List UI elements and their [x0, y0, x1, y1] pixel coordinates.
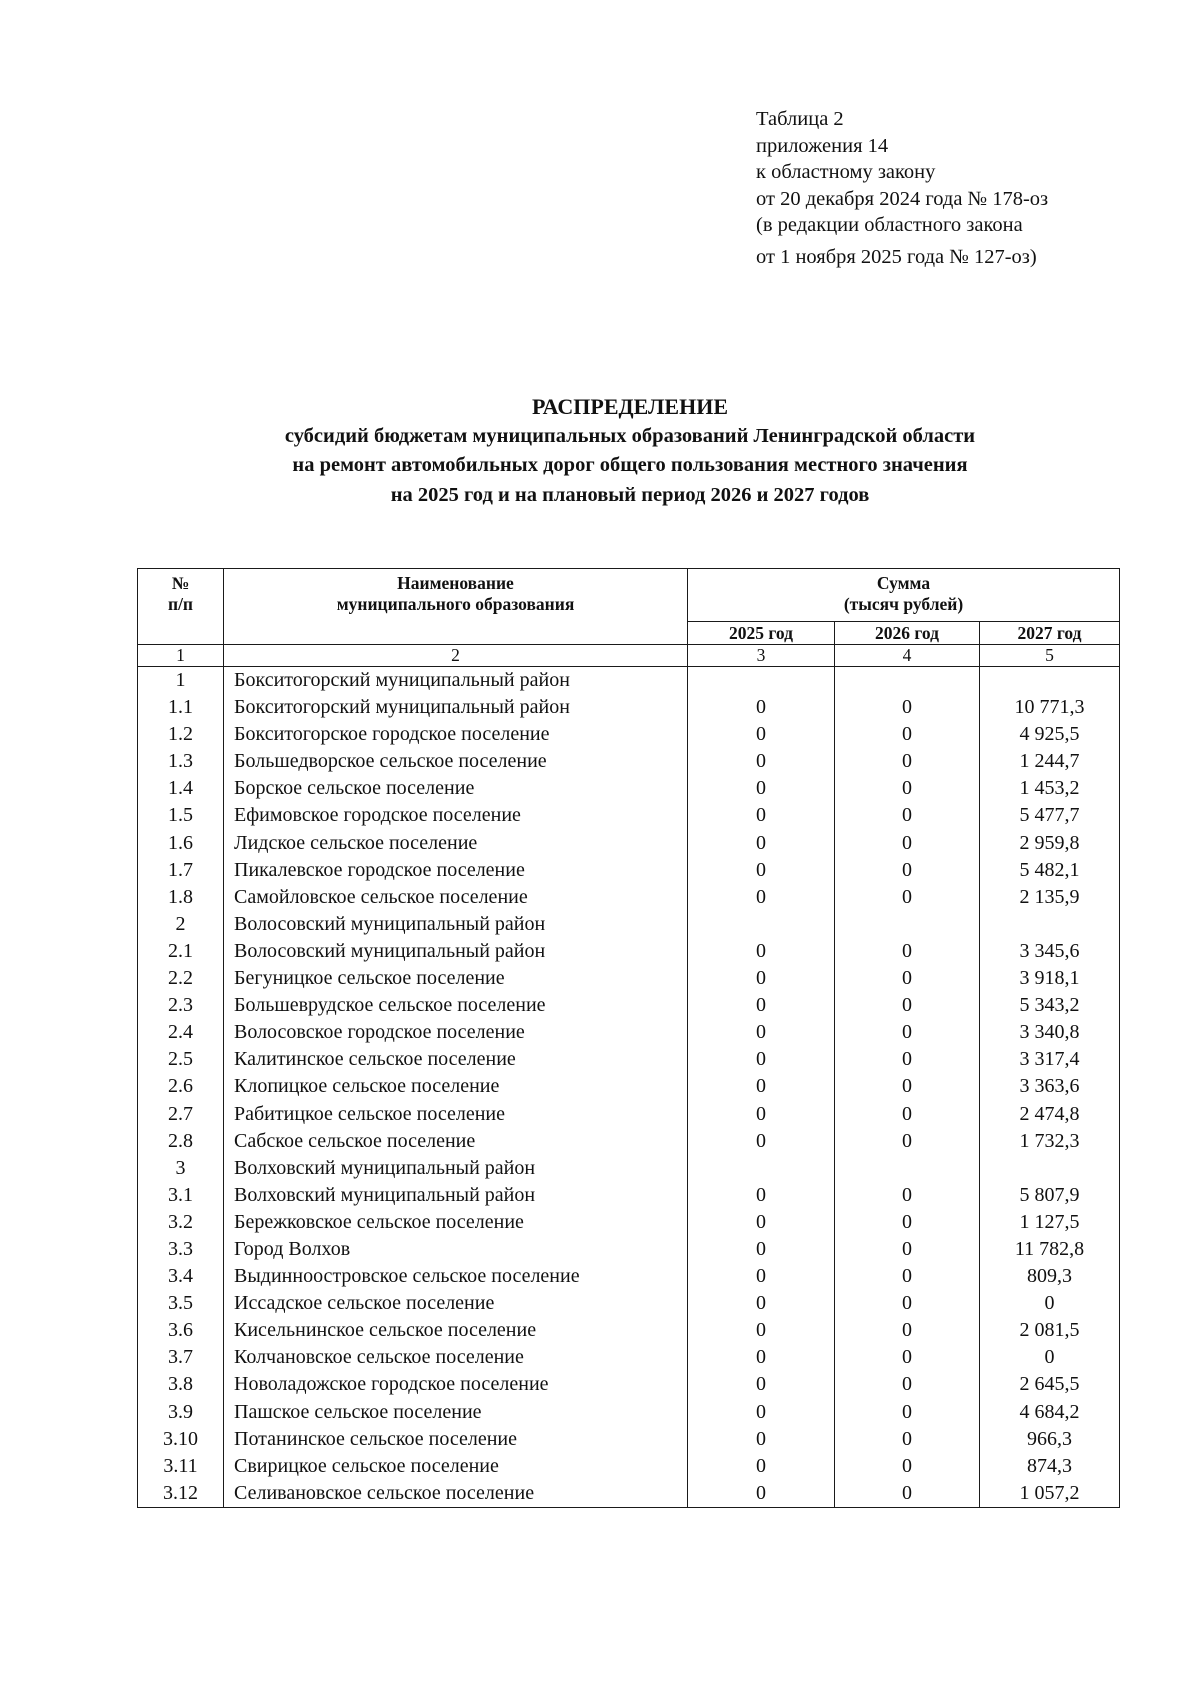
row-number: 1.1: [138, 694, 224, 721]
value-2027: 2 474,8: [980, 1101, 1120, 1128]
table-row: [138, 1317, 1120, 1344]
municipality-name: Волосовский муниципальный район: [224, 938, 688, 965]
header-year-2026: 2026 год: [835, 622, 980, 645]
value-2026: 0: [835, 1290, 980, 1317]
value-2025: 0: [688, 1046, 835, 1073]
reference-appendix: приложения 14: [756, 134, 889, 157]
distribution-table: [137, 568, 1120, 1508]
row-number: 1.2: [138, 721, 224, 748]
value-2026: 0: [835, 1019, 980, 1046]
municipality-name: Лидское сельское поселение: [224, 830, 688, 857]
table-row: [138, 1480, 1120, 1508]
value-2025: 0: [688, 884, 835, 911]
table-row: [138, 1101, 1120, 1128]
table-row: [138, 1426, 1120, 1453]
row-number: 2.3: [138, 992, 224, 1019]
header-sum: [688, 569, 1120, 622]
value-2027: 2 645,5: [980, 1371, 1120, 1398]
reference-edition: (в редакции областного закона: [756, 214, 1023, 236]
value-2026: 0: [835, 1128, 980, 1155]
municipality-name: Волосовский муниципальный район: [224, 911, 688, 938]
value-2025: [688, 911, 835, 938]
header-sum-line2: (тысяч рублей): [843, 594, 964, 614]
table-row: [138, 1155, 1120, 1182]
row-number: 3.9: [138, 1399, 224, 1426]
row-number: 3.11: [138, 1453, 224, 1480]
municipality-name: Волховский муниципальный район: [224, 1182, 688, 1209]
municipality-name: Клопицкое сельское поселение: [224, 1073, 688, 1100]
value-2026: 0: [835, 1046, 980, 1073]
value-2026: 0: [835, 1182, 980, 1209]
header-municipality-line2: муниципального образования: [336, 594, 575, 614]
value-2027: 5 343,2: [980, 992, 1120, 1019]
row-number: 3.1: [138, 1182, 224, 1209]
table-row: [138, 857, 1120, 884]
table-row: [138, 1073, 1120, 1100]
table-row: [138, 1182, 1120, 1209]
value-2027: 874,3: [980, 1453, 1120, 1480]
value-2027: 2 081,5: [980, 1317, 1120, 1344]
municipality-name: Самойловское сельское поселение: [224, 884, 688, 911]
row-number: 3.5: [138, 1290, 224, 1317]
value-2026: 0: [835, 694, 980, 721]
row-number: 3.6: [138, 1317, 224, 1344]
value-2027: 1 057,2: [980, 1480, 1120, 1508]
municipality-name: Бережковское сельское поселение: [224, 1209, 688, 1236]
municipality-name: Свирицкое сельское поселение: [224, 1453, 688, 1480]
value-2025: 0: [688, 1317, 835, 1344]
table-row: [138, 830, 1120, 857]
value-2027: 3 918,1: [980, 965, 1120, 992]
value-2025: 0: [688, 1290, 835, 1317]
table-row: [138, 1128, 1120, 1155]
value-2026: 0: [835, 830, 980, 857]
row-number: 1.7: [138, 857, 224, 884]
row-number: 3.10: [138, 1426, 224, 1453]
municipality-name: Сабское сельское поселение: [224, 1128, 688, 1155]
value-2027: 1 732,3: [980, 1128, 1120, 1155]
value-2027: 1 127,5: [980, 1209, 1120, 1236]
header-number-line2: п/п: [167, 594, 194, 614]
value-2027: 1 453,2: [980, 775, 1120, 802]
value-2027: 0: [980, 1290, 1120, 1317]
value-2027: [980, 667, 1120, 695]
value-2025: 0: [688, 694, 835, 721]
row-number: 3.7: [138, 1344, 224, 1371]
column-number-1: 1: [138, 645, 224, 667]
value-2027: 4 684,2: [980, 1399, 1120, 1426]
value-2025: 0: [688, 830, 835, 857]
value-2025: 0: [688, 748, 835, 775]
value-2026: 0: [835, 721, 980, 748]
value-2026: 0: [835, 884, 980, 911]
row-number: 2.5: [138, 1046, 224, 1073]
table-row: [138, 1290, 1120, 1317]
value-2026: 0: [835, 1317, 980, 1344]
row-number: 1.3: [138, 748, 224, 775]
table-row: [138, 1344, 1120, 1371]
municipality-name: Калитинское сельское поселение: [224, 1046, 688, 1073]
value-2025: 0: [688, 1426, 835, 1453]
municipality-name: Ефимовское городское поселение: [224, 802, 688, 829]
value-2027: 5 477,7: [980, 802, 1120, 829]
value-2026: [835, 911, 980, 938]
value-2025: [688, 667, 835, 695]
value-2025: [688, 1155, 835, 1182]
municipality-name: Колчановское сельское поселение: [224, 1344, 688, 1371]
value-2025: 0: [688, 1073, 835, 1100]
value-2027: [980, 911, 1120, 938]
municipality-name: Селивановское сельское поселение: [224, 1480, 688, 1508]
value-2026: 0: [835, 1480, 980, 1508]
reference-table-label: Таблица 2: [756, 108, 844, 130]
row-number: 1.8: [138, 884, 224, 911]
table-row: [138, 1019, 1120, 1046]
value-2026: 0: [835, 1399, 980, 1426]
table-row: [138, 884, 1120, 911]
value-2025: 0: [688, 721, 835, 748]
value-2025: 0: [688, 938, 835, 965]
row-number: 3.8: [138, 1371, 224, 1398]
municipality-name: Большеврудское сельское поселение: [224, 992, 688, 1019]
row-number: 2.1: [138, 938, 224, 965]
value-2027: 3 345,6: [980, 938, 1120, 965]
municipality-name: Борское сельское поселение: [224, 775, 688, 802]
value-2026: 0: [835, 1426, 980, 1453]
value-2025: 0: [688, 1182, 835, 1209]
table-row: [138, 1399, 1120, 1426]
value-2027: 11 782,8: [980, 1236, 1120, 1263]
row-number: 2.7: [138, 1101, 224, 1128]
value-2027: 3 363,6: [980, 1073, 1120, 1100]
value-2025: 0: [688, 1344, 835, 1371]
value-2026: 0: [835, 1371, 980, 1398]
table-row: [138, 1236, 1120, 1263]
municipality-name: Кисельнинское сельское поселение: [224, 1317, 688, 1344]
value-2026: 0: [835, 1453, 980, 1480]
value-2025: 0: [688, 992, 835, 1019]
municipality-name: Потанинское сельское поселение: [224, 1426, 688, 1453]
value-2025: 0: [688, 1236, 835, 1263]
value-2026: 0: [835, 1209, 980, 1236]
value-2026: 0: [835, 938, 980, 965]
reference-law-date: от 20 декабря 2024 года № 178-оз: [756, 187, 1049, 210]
table-row: [138, 1371, 1120, 1398]
row-number: 1.4: [138, 775, 224, 802]
row-number: 1: [138, 667, 224, 695]
value-2026: 0: [835, 775, 980, 802]
municipality-name: Бегуницкое сельское поселение: [224, 965, 688, 992]
row-number: 2.8: [138, 1128, 224, 1155]
row-number: 1.6: [138, 830, 224, 857]
legal-reference: [756, 106, 1048, 270]
value-2027: 2 135,9: [980, 884, 1120, 911]
row-number: 3.2: [138, 1209, 224, 1236]
municipality-name: Рабитицкое сельское поселение: [224, 1101, 688, 1128]
value-2027: 966,3: [980, 1426, 1120, 1453]
value-2026: 0: [835, 802, 980, 829]
value-2026: 0: [835, 1263, 980, 1290]
reference-edition-date: от 1 ноября 2025 года № 127-оз): [756, 245, 1037, 268]
header-year-2025: 2025 год: [688, 622, 835, 645]
column-number-2: 2: [224, 645, 688, 667]
value-2025: 0: [688, 1209, 835, 1236]
row-number: 1.5: [138, 802, 224, 829]
reference-law: к областному закону: [756, 161, 936, 183]
title-line-2: субсидий бюджетам муниципальных образований Ленинградской области: [284, 424, 976, 447]
value-2027: 5 482,1: [980, 857, 1120, 884]
row-number: 3.12: [138, 1480, 224, 1508]
table-row: [138, 1453, 1120, 1480]
value-2025: 0: [688, 802, 835, 829]
header-municipality-line1: Наименование: [397, 573, 514, 593]
value-2026: 0: [835, 1073, 980, 1100]
value-2027: 5 807,9: [980, 1182, 1120, 1209]
value-2025: 0: [688, 857, 835, 884]
municipality-name: Пикалевское городское поселение: [224, 857, 688, 884]
municipality-name: Волосовское городское поселение: [224, 1019, 688, 1046]
value-2025: 0: [688, 1480, 835, 1508]
value-2026: 0: [835, 1344, 980, 1371]
value-2027: 2 959,8: [980, 830, 1120, 857]
value-2026: 0: [835, 965, 980, 992]
column-number-5: 5: [980, 645, 1120, 667]
table-row: [138, 1046, 1120, 1073]
value-2025: 0: [688, 1128, 835, 1155]
value-2027: 3 340,8: [980, 1019, 1120, 1046]
municipality-name: Бокситогорский муниципальный район: [224, 694, 688, 721]
table-row: [138, 1263, 1120, 1290]
value-2027: 0: [980, 1344, 1120, 1371]
value-2025: 0: [688, 775, 835, 802]
header-year-2027: 2027 год: [980, 622, 1120, 645]
header-sum-line1: Сумма: [876, 573, 931, 593]
row-number: 2.2: [138, 965, 224, 992]
value-2025: 0: [688, 1371, 835, 1398]
table-row: [138, 748, 1120, 775]
table-row: [138, 911, 1120, 938]
value-2026: [835, 667, 980, 695]
value-2025: 0: [688, 1399, 835, 1426]
row-number: 2: [138, 911, 224, 938]
value-2025: 0: [688, 1263, 835, 1290]
value-2027: 809,3: [980, 1263, 1120, 1290]
table-row: [138, 667, 1120, 695]
value-2027: 10 771,3: [980, 694, 1120, 721]
value-2026: 0: [835, 857, 980, 884]
municipality-name: Иссадское сельское поселение: [224, 1290, 688, 1317]
municipality-name: Волховский муниципальный район: [224, 1155, 688, 1182]
municipality-name: Пашское сельское поселение: [224, 1399, 688, 1426]
municipality-name: Бокситогорское городское поселение: [224, 721, 688, 748]
table-row: [138, 721, 1120, 748]
municipality-name: Город Волхов: [224, 1236, 688, 1263]
header-municipality: [224, 569, 688, 645]
municipality-name: Большедворское сельское поселение: [224, 748, 688, 775]
value-2025: 0: [688, 1019, 835, 1046]
value-2026: 0: [835, 992, 980, 1019]
row-number: 2.4: [138, 1019, 224, 1046]
title-main: РАСПРЕДЕЛЕНИЕ: [531, 394, 728, 419]
table-row: [138, 775, 1120, 802]
title-line-3: на ремонт автомобильных дорог общего пользования местного значения: [292, 454, 968, 476]
value-2025: 0: [688, 1453, 835, 1480]
municipality-name: Бокситогорский муниципальный район: [224, 667, 688, 695]
row-number: 3.4: [138, 1263, 224, 1290]
table-row: [138, 802, 1120, 829]
table-row: [138, 938, 1120, 965]
table-row: [138, 1209, 1120, 1236]
municipality-name: Новоладожское городское поселение: [224, 1371, 688, 1398]
document-title: [130, 392, 1130, 510]
column-number-3: 3: [688, 645, 835, 667]
row-number: 2.6: [138, 1073, 224, 1100]
value-2027: 3 317,4: [980, 1046, 1120, 1073]
table-row: [138, 965, 1120, 992]
row-number: 3.3: [138, 1236, 224, 1263]
header-number-line1: №: [171, 573, 190, 593]
column-number-4: 4: [835, 645, 980, 667]
value-2026: 0: [835, 1101, 980, 1128]
title-line-4: на 2025 год и на плановый период 2026 и 2027 годов: [390, 483, 870, 506]
value-2027: [980, 1155, 1120, 1182]
value-2026: 0: [835, 748, 980, 775]
table-row: [138, 694, 1120, 721]
value-2026: [835, 1155, 980, 1182]
value-2025: 0: [688, 1101, 835, 1128]
table-row: [138, 992, 1120, 1019]
value-2025: 0: [688, 965, 835, 992]
value-2027: 4 925,5: [980, 721, 1120, 748]
municipality-name: Выдинноостровское сельское поселение: [224, 1263, 688, 1290]
header-number: [138, 569, 224, 645]
value-2027: 1 244,7: [980, 748, 1120, 775]
row-number: 3: [138, 1155, 224, 1182]
value-2026: 0: [835, 1236, 980, 1263]
